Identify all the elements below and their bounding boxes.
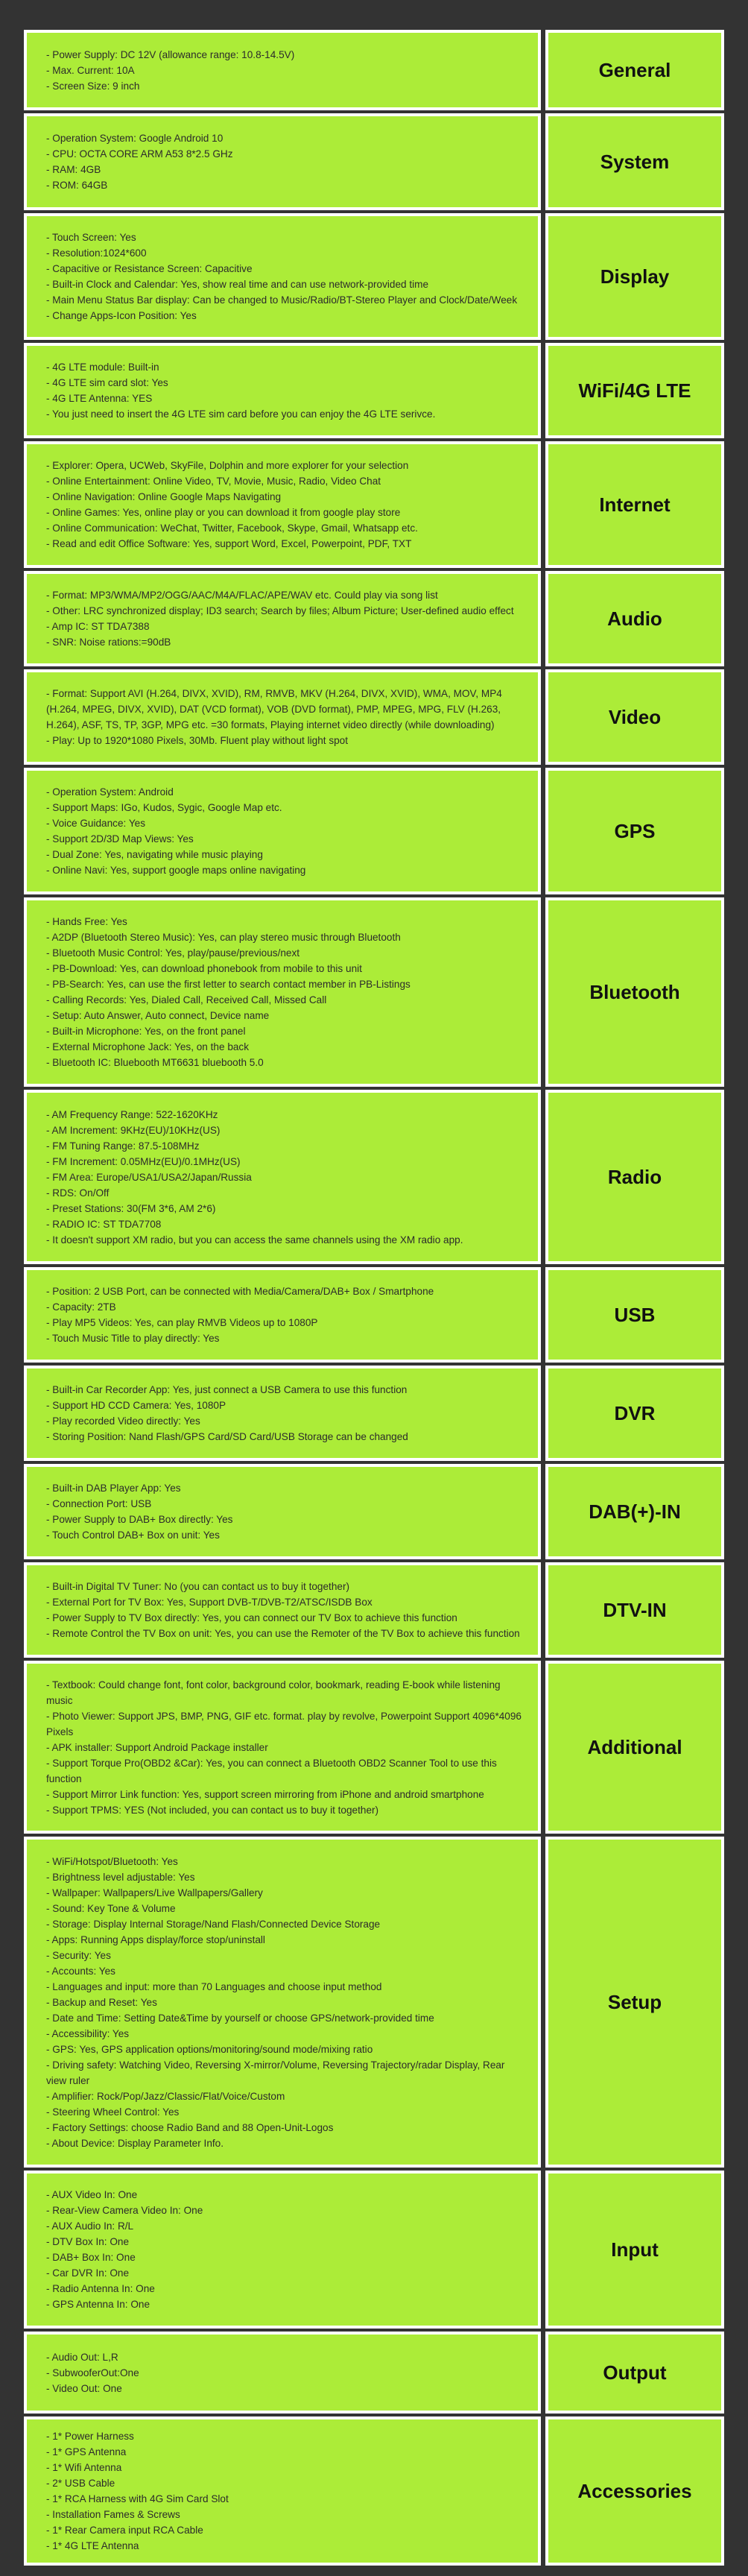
spec-line: - Support HD CCD Camera: Yes, 1080P — [46, 1400, 226, 1411]
spec-line: - Built-in Digital TV Tuner: No (you can contact us to buy it together) — [46, 1581, 349, 1592]
spec-line: - Connection Port: USB — [46, 1498, 152, 1509]
spec-row-video — [24, 669, 724, 765]
spec-line: - Rear-View Camera Video In: One — [46, 2205, 203, 2216]
category-cell — [545, 669, 724, 765]
category-label: Bluetooth — [589, 980, 680, 1003]
spec-line: - Built-in Microphone: Yes, on the front panel — [46, 1026, 246, 1037]
category-cell — [545, 2332, 724, 2414]
category-label: Display — [600, 265, 670, 288]
spec-details — [24, 2416, 541, 2566]
spec-line: - DAB+ Box In: One — [46, 2252, 136, 2263]
spec-line: - Online Communication: WeChat, Twitter, Facebook, Skype, Gmail, Whatsapp etc. — [46, 523, 418, 534]
spec-line: - External Port for TV Box: Yes, Support DVB-T/DVB-T2/ATSC/ISDB Box — [46, 1597, 373, 1608]
spec-line: - AM Increment: 9KHz(EU)/10KHz(US) — [46, 1124, 221, 1136]
spec-line: - 4G LTE Antenna: YES — [46, 393, 153, 404]
spec-row-usb — [24, 1267, 724, 1363]
spec-line: - 1* Wifi Antenna — [46, 2462, 122, 2473]
spec-line: - Touch Screen: Yes — [46, 232, 136, 243]
category-label: DTV-IN — [603, 1598, 667, 1621]
spec-line: - Online Navi: Yes, support google maps online navigating — [46, 865, 306, 876]
spec-line: - RADIO IC: ST TDA7708 — [46, 1218, 162, 1230]
spec-details — [24, 441, 541, 568]
spec-line: - Backup and Reset: Yes — [46, 1996, 157, 2008]
spec-line: - Power Supply: DC 12V (allowance range: 10.8-14.5V) — [46, 48, 295, 60]
spec-line: - Support Mirror Link function: Yes, support screen mirroring from iPhone and android smartphone — [46, 1788, 484, 1800]
spec-line: - Resolution:1024*600 — [46, 247, 147, 259]
spec-line: - Format: Support AVI (H.264, DIVX, XVID), RM, RMVB, MKV (H.264, DIVX, XVID), WMA, MOV, MP4 (H.264, MPEG, DIVX, XVID), DAT (VCD format), VOB (DVD format), PMP, MPEG, MPG, FLV (H.263, H.264), ASF, TS, TP, 3GP, MPG etc. =30 formats, Playing internet video directly (while downloading) — [46, 688, 502, 730]
spec-line: - Support Torque Pro(OBD2 &Car): Yes, you can connect a Bluetooth OBD2 Scanner Tool to use this function — [46, 1757, 497, 1784]
spec-line: - Voice Guidance: Yes — [46, 818, 146, 829]
spec-details — [24, 571, 541, 666]
spec-details — [24, 2332, 541, 2414]
spec-line: - About Device: Display Parameter Info. — [46, 2137, 224, 2149]
category-label: General — [598, 58, 671, 81]
spec-line: - Calling Records: Yes, Dialed Call, Received Call, Missed Call — [46, 994, 327, 1006]
category-label: Setup — [607, 1990, 662, 2013]
spec-line: - Video Out: One — [46, 2382, 122, 2394]
spec-row-accessories — [24, 2416, 724, 2566]
spec-details — [24, 113, 541, 210]
spec-details — [24, 1837, 541, 2168]
spec-line: - It doesn't support XM radio, but you can access the same channels using the XM radio app. — [46, 1234, 463, 1246]
spec-line: - Setup: Auto Answer, Auto connect, Device name — [46, 1010, 270, 1021]
category-label: Internet — [599, 493, 671, 516]
spec-line: - 1* 4G LTE Antenna — [46, 2540, 139, 2551]
spec-line: - Operation System: Android — [46, 786, 174, 798]
category-cell — [545, 1562, 724, 1658]
spec-line: - PB-Search: Yes, can use the first letter to search contact member in PB-Listings — [46, 979, 411, 990]
spec-line: - Radio Antenna In: One — [46, 2283, 155, 2294]
category-label: USB — [614, 1303, 656, 1326]
category-cell — [545, 343, 724, 438]
spec-line: - ROM: 64GB — [46, 180, 108, 191]
spec-line: - You just need to insert the 4G LTE sim card before you can enjoy the 4G LTE serivce. — [46, 408, 436, 420]
category-cell — [545, 30, 724, 110]
spec-details — [24, 768, 541, 894]
spec-line: - Preset Stations: 30(FM 3*6, AM 2*6) — [46, 1202, 216, 1214]
spec-line: - Support 2D/3D Map Views: Yes — [46, 833, 194, 845]
spec-line: - Driving safety: Watching Video, Reversing X-mirror/Volume, Reversing Trajectory/radar Display, Rear view ruler — [46, 2059, 505, 2086]
spec-details — [24, 1267, 541, 1363]
category-label: Audio — [607, 607, 662, 630]
spec-line: - FM Area: Europe/USA1/USA2/Japan/Russia — [46, 1171, 252, 1183]
spec-line: - Sound: Key Tone & Volume — [46, 1902, 176, 1914]
spec-line: - GPS Antenna In: One — [46, 2299, 150, 2310]
spec-line: - Amp IC: ST TDA7388 — [46, 621, 150, 632]
category-label: System — [600, 150, 670, 173]
spec-line: - A2DP (Bluetooth Stereo Music): Yes, can play stereo music through Bluetooth — [46, 932, 401, 943]
category-cell — [545, 768, 724, 894]
spec-line: - 4G LTE sim card slot: Yes — [46, 377, 168, 388]
category-cell — [545, 897, 724, 1087]
spec-line: - Other: LRC synchronized display; ID3 search; Search by files; Album Picture; User-defined audio effect — [46, 605, 514, 616]
category-label: Additional — [587, 1735, 682, 1758]
category-label: DAB(+)-IN — [589, 1500, 681, 1523]
spec-details — [24, 669, 541, 765]
spec-row-input — [24, 2171, 724, 2329]
spec-line: - 2* USB Cable — [46, 2478, 115, 2489]
spec-line: - AUX Audio In: R/L — [46, 2220, 134, 2232]
spec-line: - Brightness level adjustable: Yes — [46, 1871, 195, 1883]
spec-row-dtv-in — [24, 1562, 724, 1658]
spec-line: - Online Navigation: Online Google Maps Navigating — [46, 491, 282, 502]
spec-line: - Date and Time: Setting Date&Time by yourself or choose GPS/network-provided time — [46, 2012, 434, 2024]
spec-line: - SubwooferOut:One — [46, 2367, 139, 2378]
spec-line: - Capacitive or Resistance Screen: Capacitive — [46, 263, 253, 274]
spec-line: - Touch Music Title to play directly: Yes — [46, 1333, 220, 1344]
spec-line: - Touch Control DAB+ Box on unit: Yes — [46, 1530, 220, 1541]
spec-row-dab-in — [24, 1464, 724, 1559]
category-label: DVR — [614, 1401, 656, 1424]
spec-line: - Max. Current: 10A — [46, 64, 135, 76]
spec-line: - Wallpaper: Wallpapers/Live Wallpapers/Gallery — [46, 1887, 263, 1898]
spec-line: - FM Tuning Range: 87.5-108MHz — [46, 1140, 200, 1152]
spec-line: - Steering Wheel Control: Yes — [46, 2106, 180, 2118]
category-label: GPS — [614, 819, 656, 842]
category-label: Input — [611, 2238, 659, 2261]
spec-details — [24, 1464, 541, 1559]
spec-line: - Bluetooth IC: Bluebooth MT6631 bluebooth 5.0 — [46, 1057, 264, 1068]
spec-line: - Play recorded Video directly: Yes — [46, 1415, 200, 1427]
spec-details — [24, 1366, 541, 1461]
category-label: WiFi/4G LTE — [578, 379, 691, 402]
category-cell — [545, 571, 724, 666]
spec-row-setup — [24, 1837, 724, 2168]
spec-line: - AM Frequency Range: 522-1620KHz — [46, 1108, 218, 1120]
spec-line: - Hands Free: Yes — [46, 916, 127, 927]
spec-line: - Change Apps-Icon Position: Yes — [46, 310, 197, 321]
spec-line: - 1* GPS Antenna — [46, 2446, 127, 2457]
spec-line: - Main Menu Status Bar display: Can be changed to Music/Radio/BT-Stereo Player and Clock/Date/Week — [46, 294, 518, 306]
spec-line: - Accessibility: Yes — [46, 2027, 130, 2039]
spec-line: - SNR: Noise rations:=90dB — [46, 637, 171, 648]
spec-line: - Bluetooth Music Control: Yes, play/pause/previous/next — [46, 947, 300, 959]
spec-row-output — [24, 2332, 724, 2414]
spec-line: - Built-in Clock and Calendar: Yes, show real time and can use network-provided time — [46, 279, 429, 290]
spec-line: - External Microphone Jack: Yes, on the back — [46, 1041, 250, 1052]
spec-details — [24, 2171, 541, 2329]
spec-line: - Dual Zone: Yes, navigating while music playing — [46, 849, 263, 860]
category-cell — [545, 1837, 724, 2168]
spec-line: - FM Increment: 0.05MHz(EU)/0.1MHz(US) — [46, 1155, 241, 1167]
category-label: Accessories — [577, 2479, 692, 2502]
category-cell — [545, 1661, 724, 1834]
spec-details — [24, 1562, 541, 1658]
spec-line: - 1* Power Harness — [46, 2431, 134, 2442]
spec-line: - DTV Box In: One — [46, 2236, 130, 2247]
spec-line: - Audio Out: L,R — [46, 2351, 118, 2363]
spec-line: - Storing Position: Nand Flash/GPS Card/SD Card/USB Storage can be changed — [46, 1431, 408, 1442]
spec-line: - Position: 2 USB Port, can be connected with Media/Camera/DAB+ Box / Smartphone — [46, 1286, 434, 1297]
spec-line: - Support Maps: IGo, Kudos, Sygic, Google Map etc. — [46, 802, 282, 813]
spec-line: - Capacity: 2TB — [46, 1301, 116, 1313]
spec-line: - AUX Video In: One — [46, 2189, 138, 2200]
category-cell — [545, 2416, 724, 2566]
spec-line: - Photo Viewer: Support JPS, BMP, PNG, GIF etc. format. play by revolve, Powerpoint Support 4096*4096 Pixels — [46, 1710, 522, 1737]
spec-line: - Installation Fames & Screws — [46, 2509, 180, 2520]
spec-line: - Built-in Car Recorder App: Yes, just connect a USB Camera to use this function — [46, 1384, 408, 1395]
category-cell — [545, 441, 724, 568]
category-cell — [545, 2171, 724, 2329]
spec-line: - Screen Size: 9 inch — [46, 80, 140, 92]
spec-details — [24, 1661, 541, 1834]
spec-line: - Languages and input: more than 70 Languages and choose input method — [46, 1980, 382, 1992]
spec-line: - Online Entertainment: Online Video, TV, Movie, Music, Radio, Video Chat — [46, 476, 381, 487]
spec-line: - Operation System: Google Android 10 — [46, 133, 224, 144]
spec-line: - Factory Settings: choose Radio Band and 88 Open-Unit-Logos — [46, 2121, 334, 2133]
spec-details — [24, 343, 541, 438]
spec-row-radio — [24, 1090, 724, 1264]
spec-line: - Security: Yes — [46, 1949, 111, 1961]
category-cell — [545, 1090, 724, 1264]
spec-details — [24, 30, 541, 110]
category-label: Radio — [607, 1165, 662, 1188]
spec-line: - Power Supply to TV Box directly: Yes, you can connect our TV Box to achieve this function — [46, 1612, 457, 1623]
spec-line: - 1* RCA Harness with 4G Sim Card Slot — [46, 2493, 229, 2504]
spec-line: - CPU: OCTA CORE ARM A53 8*2.5 GHz — [46, 148, 233, 160]
spec-row-wifi-4g — [24, 343, 724, 438]
spec-row-bluetooth — [24, 897, 724, 1087]
spec-row-additional — [24, 1661, 724, 1834]
spec-line: - Textbook: Could change font, font color, background color, bookmark, reading E-book while listening music — [46, 1679, 501, 1706]
spec-row-internet — [24, 441, 724, 568]
category-cell — [545, 1267, 724, 1363]
category-cell — [545, 1366, 724, 1461]
category-cell — [545, 1464, 724, 1559]
spec-line: - Support TPMS: YES (Not included, you can contact us to buy it together) — [46, 1804, 379, 1816]
category-cell — [545, 113, 724, 210]
spec-line: - Car DVR In: One — [46, 2267, 130, 2279]
category-label: Output — [603, 2361, 667, 2384]
spec-line: - Power Supply to DAB+ Box directly: Yes — [46, 1514, 233, 1525]
spec-line: - Apps: Running Apps display/force stop/uninstall — [46, 1933, 265, 1945]
spec-row-audio — [24, 571, 724, 666]
spec-line: - WiFi/Hotspot/Bluetooth: Yes — [46, 1855, 178, 1867]
spec-line: - Online Games: Yes, online play or you can download it from google play store — [46, 507, 401, 518]
spec-line: - 4G LTE module: Built-in — [46, 362, 159, 373]
spec-line: - Built-in DAB Player App: Yes — [46, 1483, 181, 1494]
spec-line: - Play: Up to 1920*1080 Pixels, 30Mb. Fluent play without light spot — [46, 735, 349, 746]
spec-line: - Format: MP3/WMA/MP2/OGG/AAC/M4A/FLAC/APE/WAV etc. Could play via song list — [46, 590, 438, 601]
spec-details — [24, 213, 541, 340]
spec-line: - Accounts: Yes — [46, 1965, 115, 1977]
spec-line: - GPS: Yes, GPS application options/monitoring/sound mode/mixing ratio — [46, 2043, 373, 2055]
spec-line: - APK installer: Support Android Package installer — [46, 1741, 268, 1753]
category-label: Video — [608, 705, 662, 728]
spec-row-display — [24, 213, 724, 340]
spec-details — [24, 897, 541, 1087]
spec-line: - Play MP5 Videos: Yes, can play RMVB Videos up to 1080P — [46, 1317, 318, 1328]
spec-line: - Amplifier: Rock/Pop/Jazz/Classic/Flat/Voice/Custom — [46, 2090, 285, 2102]
spec-line: - Storage: Display Internal Storage/Nand Flash/Connected Device Storage — [46, 1918, 381, 1930]
spec-line: - Remote Control the TV Box on unit: Yes, you can use the Remoter of the TV Box to achieve this function — [46, 1628, 520, 1639]
category-cell — [545, 213, 724, 340]
spec-row-dvr — [24, 1366, 724, 1461]
spec-row-gps — [24, 768, 724, 894]
spec-line: - RAM: 4GB — [46, 164, 101, 175]
spec-line: - Read and edit Office Software: Yes, support Word, Excel, Powerpoint, PDF, TXT — [46, 538, 412, 549]
spec-details — [24, 1090, 541, 1264]
spec-row-system — [24, 113, 724, 210]
spec-line: - PB-Download: Yes, can download phonebook from mobile to this unit — [46, 963, 362, 974]
spec-line: - 1* Rear Camera input RCA Cable — [46, 2525, 203, 2536]
spec-row-general — [24, 30, 724, 110]
spec-line: - RDS: On/Off — [46, 1187, 110, 1199]
spec-line: - Explorer: Opera, UCWeb, SkyFile, Dolphin and more explorer for your selection — [46, 460, 409, 471]
